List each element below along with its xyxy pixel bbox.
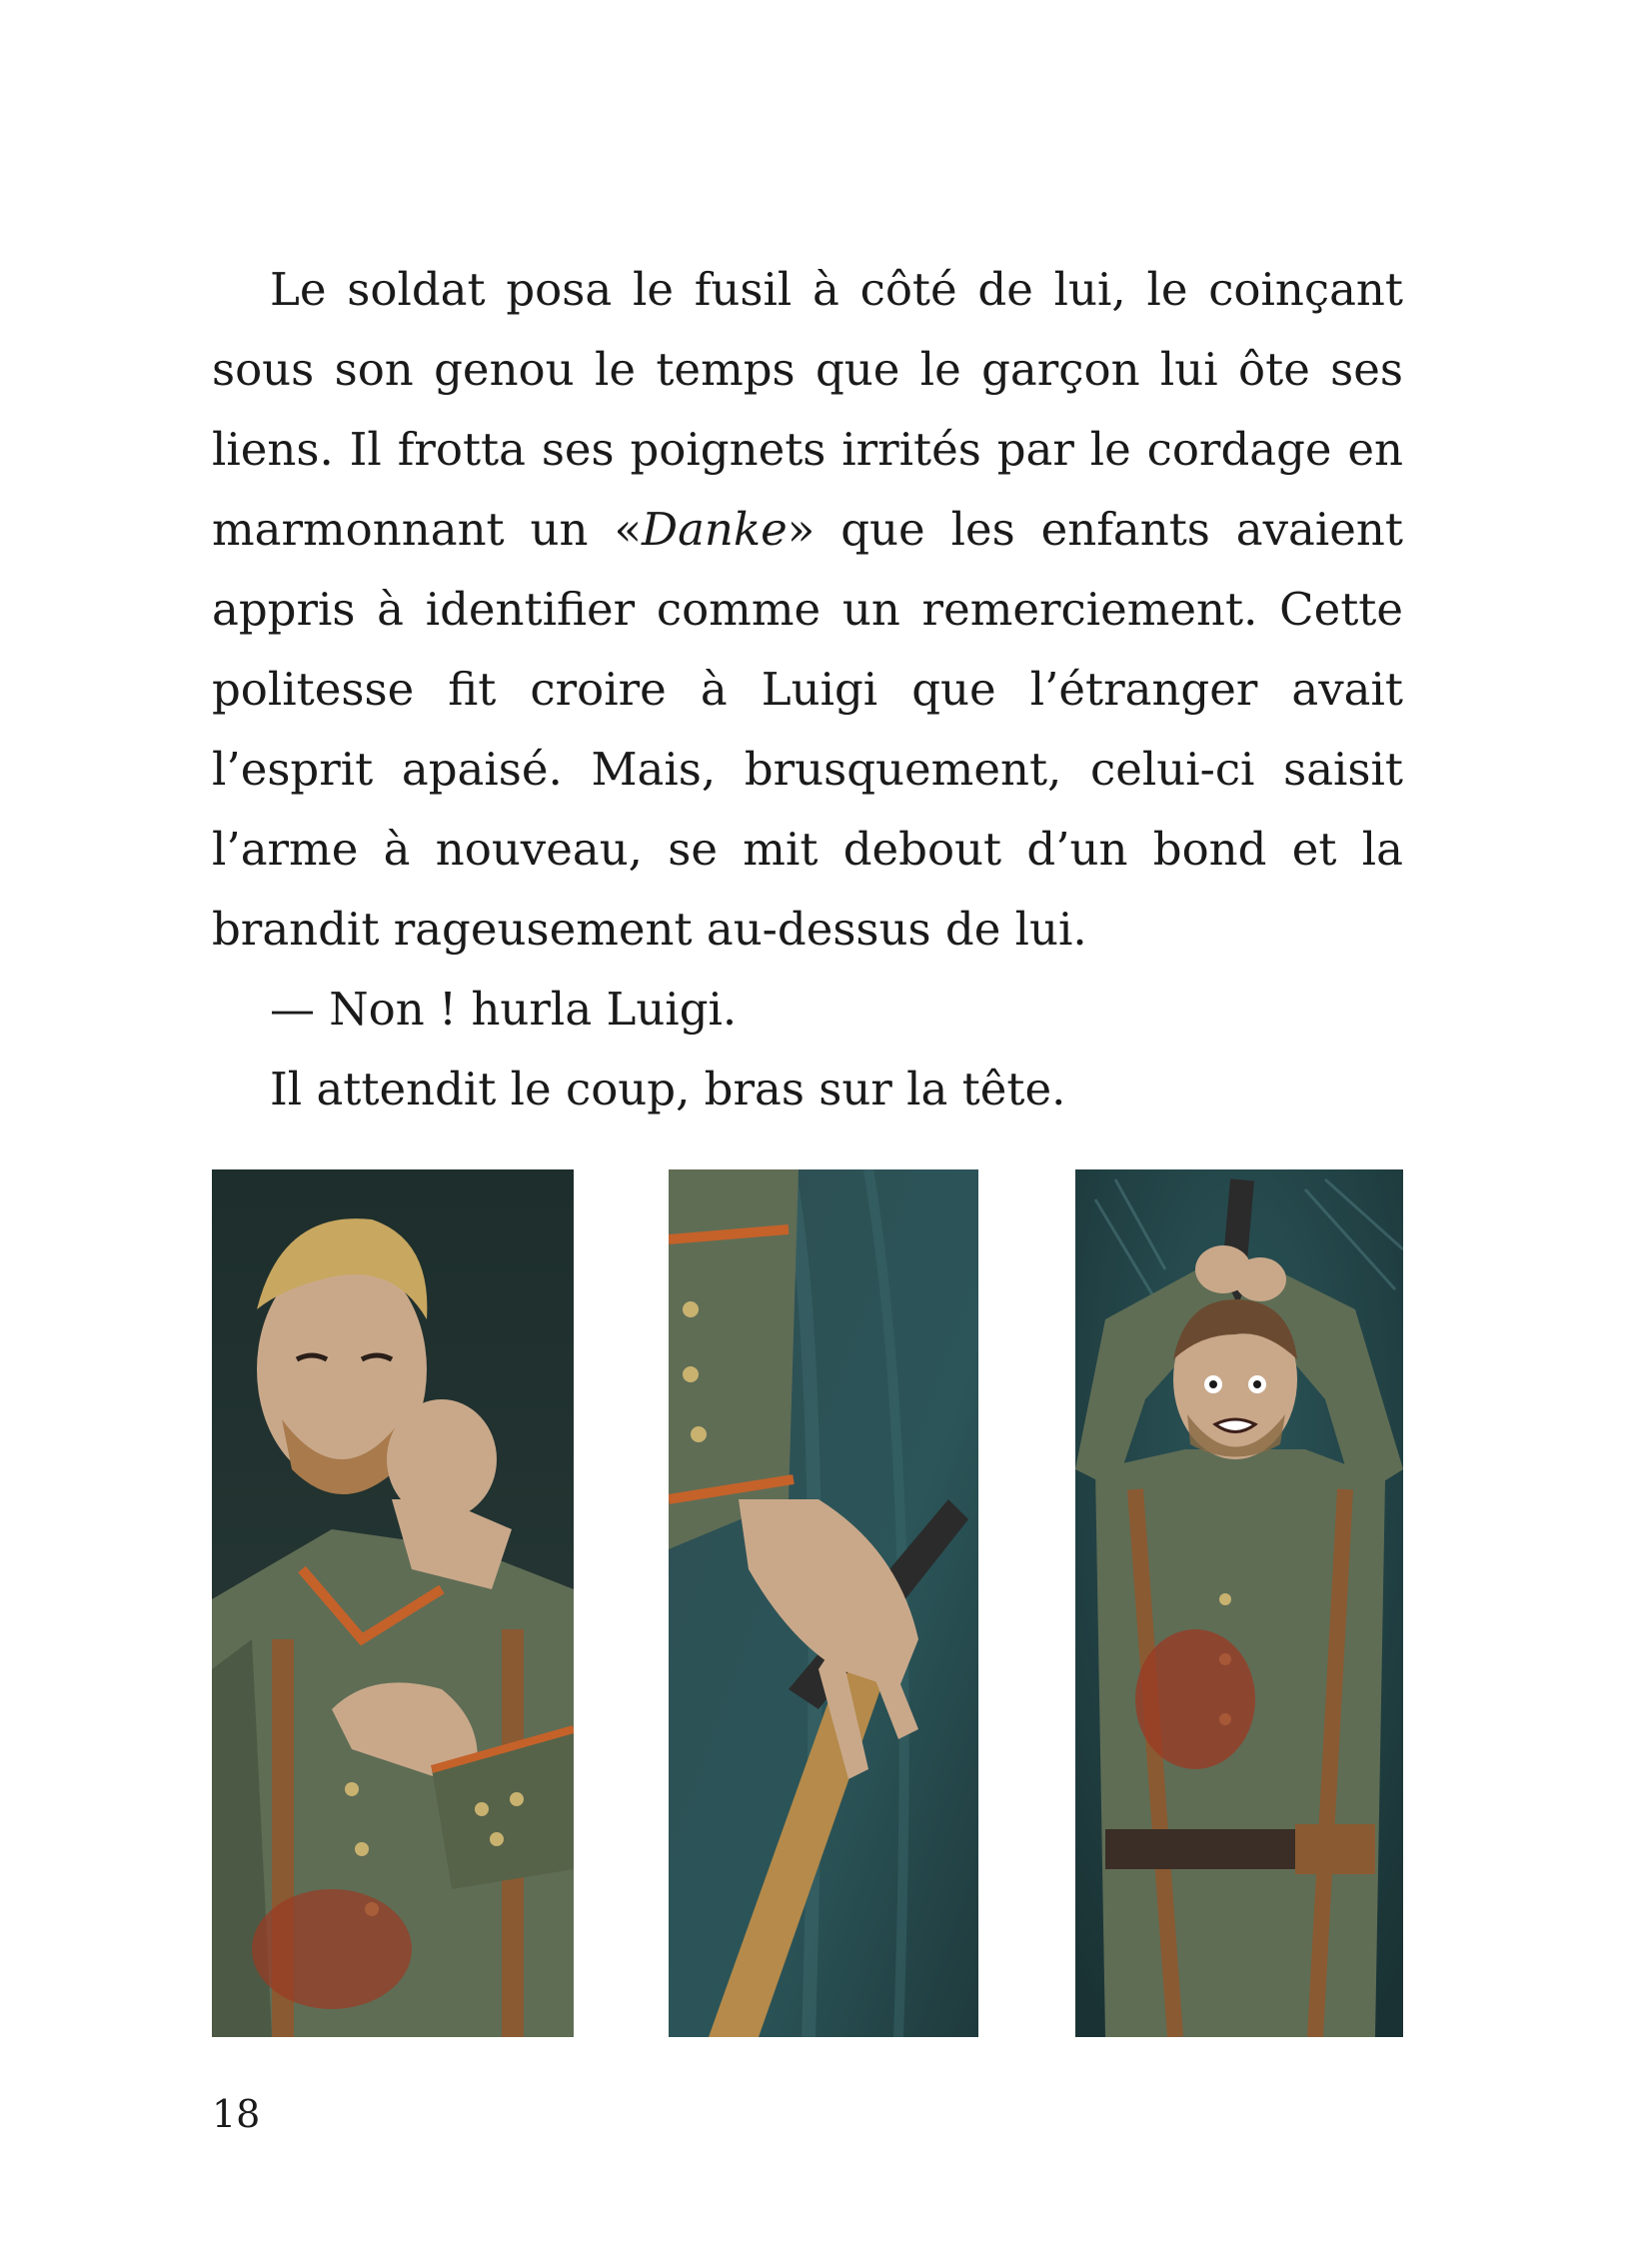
illustration-panel-soldier-raising-rifle — [1075, 1169, 1403, 2037]
paragraph-3: Il attendit le coup, bras sur la tête. — [270, 1063, 1066, 1116]
paragraph-2-dialogue: — Non ! hurla Luigi. — [270, 983, 738, 1036]
paragraph-1-start: Le soldat posa le fusil à côté de lui, le coinçant sous son genou le temps que le garçon lui ôte ses liens. Il frotta ses poignets irrités par le cordage en marmonnant un « — [212, 263, 1403, 556]
body-text — [212, 250, 1403, 1129]
illustration-panel-hand-grabbing-rifle — [669, 1169, 978, 2037]
hand-grabbing-rifle-drawing — [669, 1169, 978, 2037]
soldier-raising-rifle-drawing — [1075, 1169, 1403, 2037]
paragraph-1 — [212, 250, 1403, 970]
page-number: 18 — [212, 2092, 261, 2136]
paragraph-1-emphasis: Danke — [641, 503, 788, 556]
soldier-rubbing-wrist-drawing — [212, 1169, 574, 2037]
illustration-panel-soldier-rubbing-wrist — [212, 1169, 574, 2037]
paragraph-1-end: » que les enfants avaient appris à identifier comme un remerciement. Cette politesse fit croire à Luigi que l’étranger avait l’esprit apaisé. Mais, brusquement, celui-ci saisit l’arme à nouveau, se mit debout d’un bond et la brandit rageusement au-dessus de lui. — [212, 503, 1403, 956]
